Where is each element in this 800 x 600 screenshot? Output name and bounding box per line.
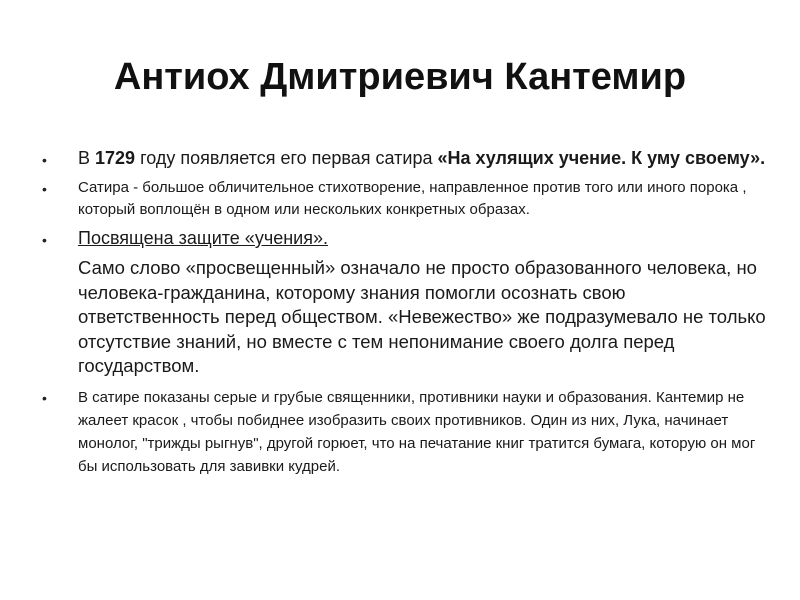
bullet-item-satire-definition	[42, 177, 772, 221]
dedication-text: Посвящена защите «учения».	[78, 228, 328, 248]
item-year: 1729	[95, 148, 136, 168]
bullet-icon: •	[42, 389, 47, 406]
bullet-item-first-satire	[42, 146, 772, 171]
item-text-intro: В	[78, 148, 96, 168]
bullet-icon: •	[42, 152, 47, 168]
satire-title: «На хулящих учение. К уму своему».	[437, 148, 766, 168]
bullet-item-dedication	[42, 226, 772, 251]
enlightenment-paragraph: Само слово «просвещенный» означало не просто образованного человека, но человека-гражданина, которому знания помогли осознать свою ответственность перед обществом. «Невежество» же подразумевало не только отсутствие знаний, но вместе с тем непонимание своего долга перед государством.	[78, 257, 766, 376]
item-text-middle: году появляется его первая сатира	[135, 148, 438, 168]
slide-content	[42, 146, 772, 478]
bullet-icon: •	[42, 181, 47, 197]
slide-title: Антиох Дмитриевич Кантемир	[113, 56, 687, 98]
satire-definition-text: Сатира - большое обличительное стихотворение, направленное против того или иного порока , который воплощён в одном или нескольких конкретных образах.	[78, 179, 747, 218]
bullet-icon: •	[42, 232, 47, 248]
satire-content-text: В сатире показаны серые и грубые священники, противники науки и образования. Кантемир не жалеет красок , чтобы побиднее изобразить своих противников. Один из них, Лука, начинает монолог, "трижды рыгнув", другой горюет, что на печатание книг тратится бумага, которую он мог бы использовать для завивки кудрей.	[78, 388, 756, 475]
bullet-item-satire-content	[42, 386, 772, 478]
